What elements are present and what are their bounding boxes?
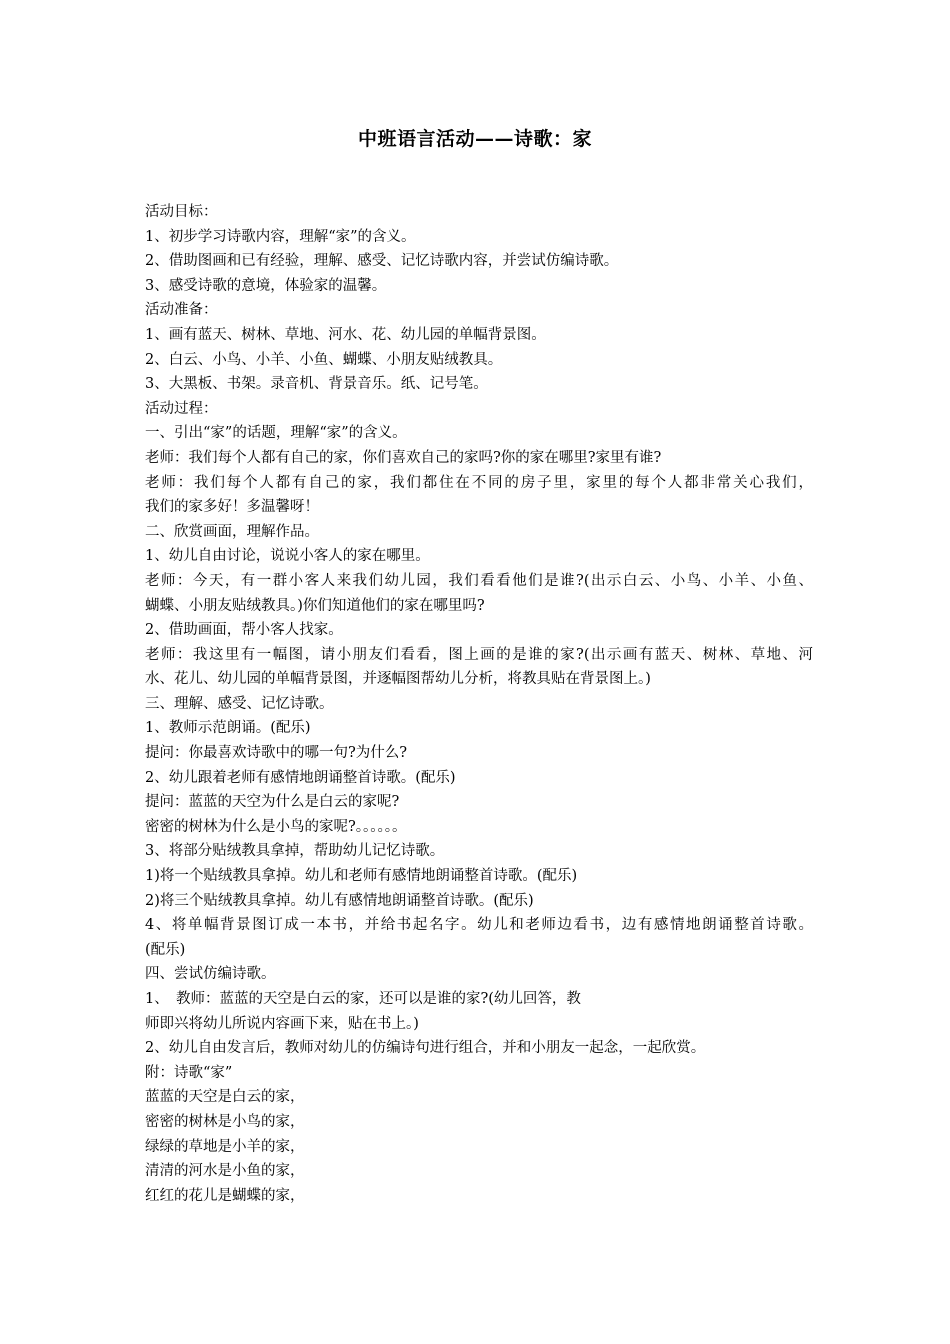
text-line: 1、初步学习诗歌内容，理解“家”的含义。 <box>145 228 416 245</box>
text-line: 密密的树林是小鸟的家， <box>145 1113 305 1130</box>
text-line: 3、大黑板、书架。录音机、背景音乐。纸、记号笔。 <box>145 376 488 393</box>
text-line: 绿绿的草地是小羊的家， <box>145 1138 305 1155</box>
text-line: 活动目标： <box>145 204 218 220</box>
text-line: 1、 教师：蓝蓝的天空是白云的家，还可以是谁的家?(幼儿回答，教 <box>145 991 581 1007</box>
text-line: 水、花儿、幼儿园的单幅背景图，并逐幅图帮幼儿分析，将教具贴在背景图上。) <box>145 671 651 688</box>
text-line: 老师：我这里有一幅图，请小朋友们看看，图上画的是谁的家?(出示画有蓝天、树林、草地、河 <box>145 646 813 663</box>
text-line: 一、引出“家”的话题，理解“家”的含义。 <box>145 425 407 442</box>
text-line: 三、理解、感受、记忆诗歌。 <box>145 695 334 712</box>
text-line: 4、将单幅背景图订成一本书，并给书起名字。幼儿和老师边看书，边有感情地朗诵整首诗歌。 <box>145 917 813 934</box>
text-line: 提问：你最喜欢诗歌中的哪一句?为什么? <box>145 745 408 762</box>
text-line: 老师：我们每个人都有自己的家，我们都住在不同的房子里，家里的每个人都非常关心我们， <box>145 474 813 491</box>
text-line: 蝴蝶、小朋友贴绒教具。)你们知道他们的家在哪里吗? <box>145 597 485 614</box>
text-line: 1、画有蓝天、树林、草地、河水、花、幼儿园的单幅背景图。 <box>145 326 546 343</box>
text-line: 1)将一个贴绒教具拿掉。幼儿和老师有感情地朗诵整首诗歌。(配乐) <box>145 868 578 885</box>
text-line: 师即兴将幼儿所说内容画下来，贴在书上。) <box>145 1015 419 1032</box>
text-line: 2、借助图画和已有经验，理解、感受、记忆诗歌内容，并尝试仿编诗歌。 <box>145 253 619 270</box>
text-line: 老师：今天，有一群小客人来我们幼儿园，我们看看他们是谁?(出示白云、小鸟、小羊、小鱼、 <box>145 572 813 589</box>
text-line: (配乐) <box>145 941 186 958</box>
text-line: 活动准备： <box>145 302 218 319</box>
text-line: 老师：我们每个人都有自己的家，你们喜欢自己的家吗?你的家在哪里?家里有谁? <box>145 449 662 466</box>
text-line: 我们的家多好！多温馨呀！ <box>145 499 319 516</box>
page-title: 中班语言活动——诗歌：家 <box>357 128 592 150</box>
text-line: 2、幼儿自由发言后，教师对幼儿的仿编诗句进行组合，并和小朋友一起念，一起欣赏。 <box>145 1040 706 1057</box>
text-line: 2、白云、小鸟、小羊、小鱼、蝴蝶、小朋友贴绒教具。 <box>145 351 503 368</box>
text-line: 四、尝试仿编诗歌。 <box>145 966 276 983</box>
text-line: 2、借助画面，帮小客人找家。 <box>145 622 343 639</box>
document-body <box>145 200 813 1208</box>
text-line: 2)将三个贴绒教具拿掉。幼儿有感情地朗诵整首诗歌。(配乐) <box>145 892 534 909</box>
text-line: 附：诗歌“家” <box>145 1064 233 1081</box>
text-line: 3、将部分贴绒教具拿掉，帮助幼儿记忆诗歌。 <box>145 843 445 860</box>
text-line: 3、感受诗歌的意境，体验家的温馨。 <box>145 277 387 294</box>
text-line: 提问：蓝蓝的天空为什么是白云的家呢? <box>145 794 400 811</box>
text-line: 红红的花儿是蝴蝶的家， <box>145 1187 305 1204</box>
text-line: 密密的树林为什么是小鸟的家呢?。。。。。。 <box>145 818 407 835</box>
text-line: 二、欣赏画面，理解作品。 <box>145 523 319 540</box>
text-line: 2、幼儿跟着老师有感情地朗诵整首诗歌。(配乐) <box>145 769 456 786</box>
text-line: 清清的河水是小鱼的家， <box>145 1163 305 1180</box>
text-line: 1、教师示范朗诵。(配乐) <box>145 720 311 737</box>
text-line: 1、幼儿自由讨论，说说小客人的家在哪里。 <box>145 548 430 565</box>
text-line: 活动过程： <box>145 400 218 417</box>
text-line: 蓝蓝的天空是白云的家， <box>145 1089 305 1106</box>
